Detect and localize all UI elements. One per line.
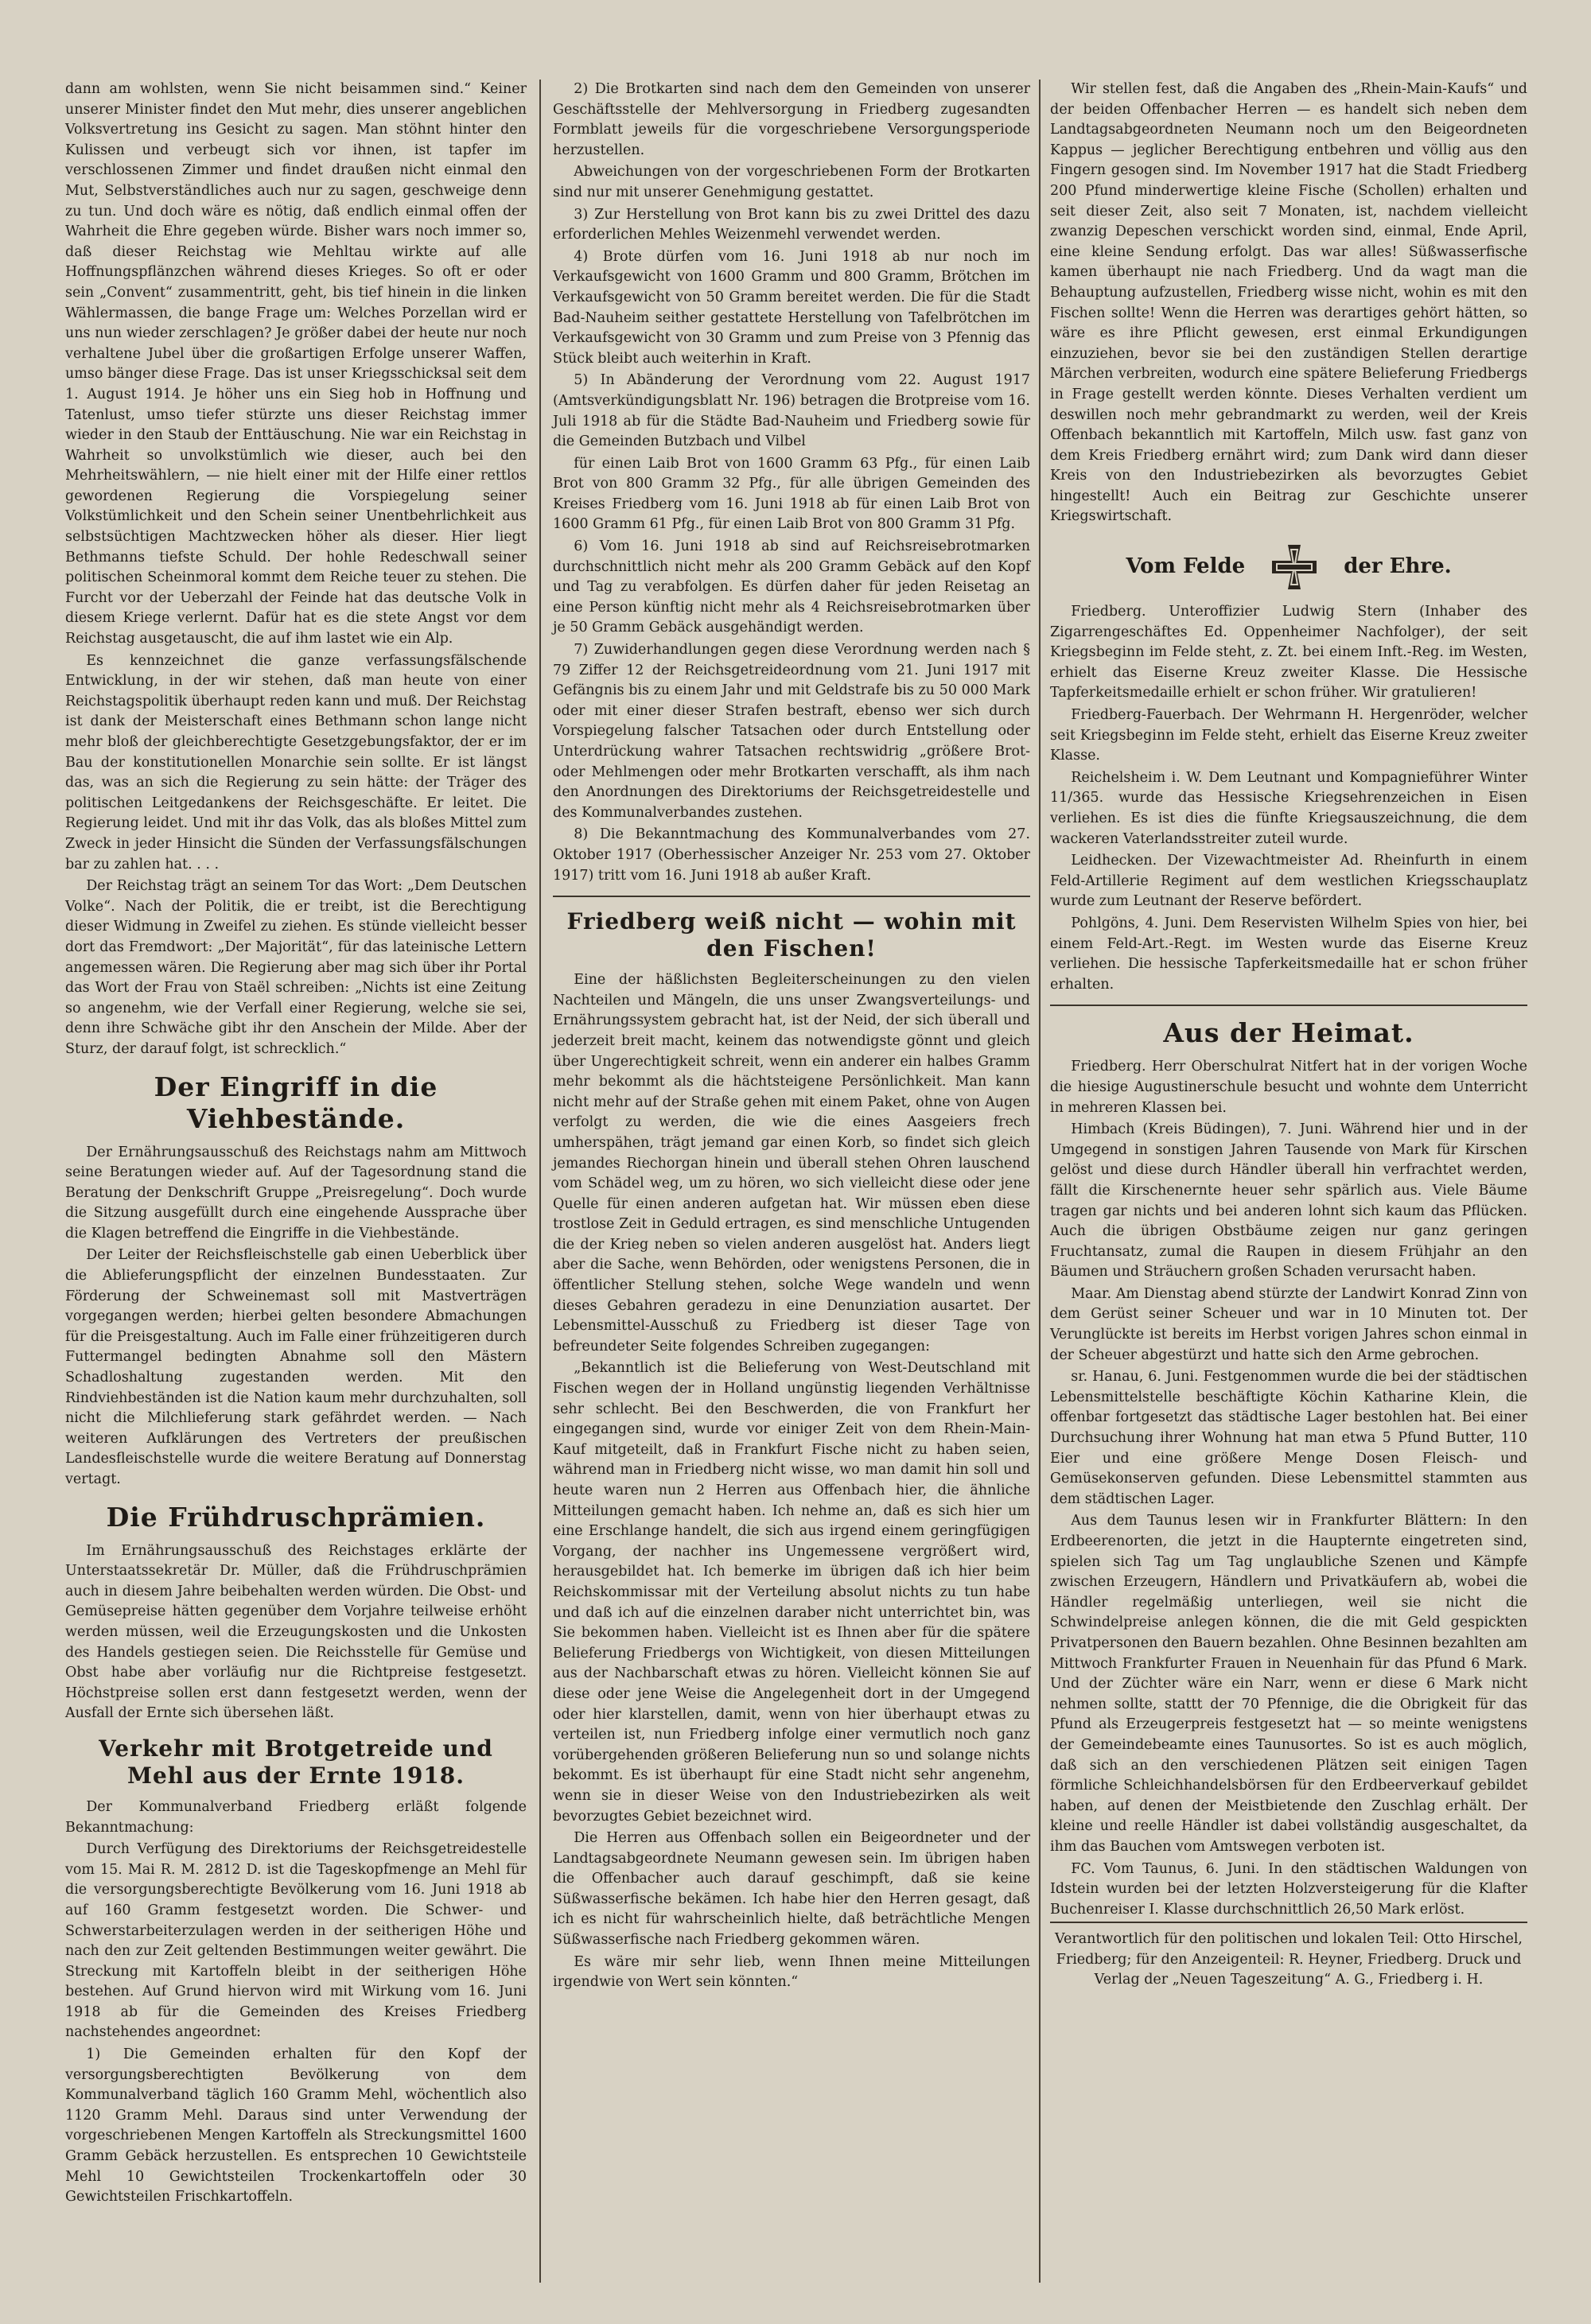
article-paragraph: Friedberg. Unteroffizier Ludwig Stern (Inhaber des Zigarrengeschäftes Ed. Oppenheimer Nachfolger), der seit Kriegsbeginn im Felde steht, z. Zt. bei einem Inft.-Reg. im Westen, erhielt das Eiserne Kreuz zweiter Klasse. Die Hessische Tapferkeitsmedaille erhielt er schon früher. Wir gratulieren!: [1050, 604, 1527, 701]
heading-left: Vom Felde: [1126, 554, 1246, 579]
article-paragraph: Aus dem Taunus lesen wir in Frankfurter Blättern: In den Erdbeerenorten, die jetzt in die Haupternte eingetreten sind, spielen sich Tag um Tag unglaubliche Szenen und Kämpfe zwischen Erzeugern, Händlern und Privatkäufern ab, wobei die Händler regelmäßig unterliegen, weil sie nicht die Schwindelpreise anlegen können, die die mit Geld gespickten Privatpersonen den Bauern bezahlen. Ohne Besinnen bezahlten am Mittwoch Frankfurter Frauen in Neuenhain für das Pfund 6 Mark. Und der Züchter wäre ein Narr, wenn er diese 6 Mark nicht nehmen sollte, stattt der 70 Pfennige, die die Obrigkeit für das Pfund als Erzeugerpreis festgesetzt hat — so meinte wenigstens der Gemeindebeamte eines Taunusortes. So ist es auch möglich, daß sich an den verschiedenen Plätzen seit einigen Tagen förmliche Schleichhandelsbörsen für den Erdbeerverkauf gebildet haben, auf denen der Meistbietende den Zuschlag erhält. Der kleine und reelle Händler ist dabei vollständig ausgeschaltet, da ihm das Bauchen vom Amtswegen verboten ist.: [1050, 1513, 1527, 1855]
article-paragraph: 8) Die Bekanntmachung des Kommunalverbandes vom 27. Oktober 1917 (Oberhessischer Anzeiger Nr. 253 vom 27. Oktober 1917) tritt vom 16. Juni 1918 ab außer Kraft.: [553, 826, 1030, 884]
column-1: [65, 80, 527, 2209]
imprint: Verantwortlich für den politischen und lokalen Teil: Otto Hirschel, Friedberg; für den Anzeigenteil: R. Heyner, Friedberg. Druck und Verlag der „Neuen Tageszeitung“ A. G., Friedberg i. H.: [1050, 1922, 1527, 1991]
article-paragraph: 3) Zur Herstellung von Brot kann bis zu zwei Drittel des dazu erforderlichen Mehles Weizenmehl verwendet werden.: [553, 206, 1030, 243]
article-paragraph: 6) Vom 16. Juni 1918 ab sind auf Reichsreisebrotmarken durchschnittlich nicht mehr als 200 Gramm Gebäck auf den Kopf und Tag zu verabfolgen. Es dürfen daher für jeden Reisetag an eine Person künftig nicht mehr als 4 Reichsreisebrotmarken über je 50 Gramm Gebäck ausgehändigt werden.: [553, 538, 1030, 636]
headline-viehbestaende: Der Eingriff in die Viehbestände.: [154, 1071, 438, 1134]
column-2: [553, 80, 1030, 1995]
headline-aus-der-heimat: Aus der Heimat.: [1163, 1017, 1414, 1049]
article-paragraph: 5) In Abänderung der Verordnung vom 22. August 1917 (Amtsverkündigungsblatt Nr. 196) betragen die Brotpreise vom 16. Juli 1918 ab für die Städte Bad-Nauheim und Friedberg sowie für die Gemeinden Butzbach und Vilbel: [553, 372, 1030, 450]
article-paragraph: dann am wohlsten, wenn Sie nicht beisammen sind.“ Keiner unserer Minister findet den Mut mehr, dies unserer angeblichen Volksvertretung ins Gesicht zu sagen. Man stöhnt hinter den Kulissen und verbeugt sich vor ihnen, ist tapfer im verschlossenen Zimmer und findet draußen nicht einmal den Mut, Selbstverständliches auch nur zu sagen, geschweige denn zu tun. Und doch wäre es nötig, daß endlich einmal offen der Wahrheit die Ehre gegeben würde. Bisher wars noch immer so, daß dieser Reichstag wie Mehltau wirkte auf alle Hoffnungspflänzchen während dieses Krieges. So oft er oder sein „Convent“ zusammentritt, geht, bis tief hinein in die linken Wählermassen, die bange Frage um: Welches Porzellan wird er uns nun wieder zerschlagen? Je größer dabei der heute nur noch verhaltene Jubel über die großartigen Erfolge unserer Waffen, umso bänger diese Frage. Das ist unser Kriegsschicksal seit dem 1. August 1914. Je höher uns ein Sieg hob in Hoffnung und Tatenlust, umso tiefer stürzte uns dieser Reichstag immer wieder in den Staub der Enttäuschung. Nie war ein Reichstag in Wahrheit so unvolkstümlich wie dieser, auch bei den Mehrheitswählern, — nie hielt einer mit der Hilfe einer rettlos gewordenen Regierung die Vorspiegelung seiner Volkstümlichkeit und den Schein seiner Unentbehrlichkeit aus selbstsüchtigen Machtzwecken höher als dieser. Hier liegt Bethmanns tiefste Schuld. Der hohle Redeschwall seiner politischen Scheinmoral kommt dem Reiche teuer zu stehen. Die Furcht vor der Ueberzahl der Feinde hat das deutsche Volk in diesem Kriege verlernt. Dafür hat es die stete Angst vor dem Reichstag ausgetauscht, die auf ihm lastet wie ein Alp.: [65, 81, 527, 647]
iron-cross-icon: [1269, 542, 1320, 593]
headline-fische: Friedberg weiß nicht — wohin mit den Fischen!: [566, 908, 1017, 962]
divider: [553, 896, 1030, 897]
price-list: für einen Laib Brot von 1600 Gramm 63 Pfg., für einen Laib Brot von 800 Gramm 32 Pfg., für alle übrigen Gemeinden des Kreises Friedberg vom 16. Juni 1918 ab für einen Laib Brot von 1600 Gramm 61 Pfg., für einen Laib Brot von 800 Gramm 31 Pfg.: [553, 455, 1030, 533]
article-paragraph: 1) Die Gemeinden erhalten für den Kopf der versorgungsberechtigten Bevölkerung von dem Kommunalverband täglich 160 Gramm Mehl, wöchentlich also 1120 Gramm Mehl. Daraus sind unter Verwendung der vorgeschriebenen Mengen Kartoffeln als Streckungsmittel 1600 Gramm Gebäck herzustellen. Es entsprechen 10 Gewichtsteile Mehl 10 Gewichtsteilen Trockenkartoffeln oder 30 Gewichtsteilen Frischkartoffeln.: [65, 2046, 527, 2205]
article-paragraph: Leidhecken. Der Vizewachtmeister Ad. Rheinfurth in einem Feld-Artillerie Regiment auf dem westlichen Kriegsschauplatz wurde zum Leutnant der Reserve befördert.: [1050, 853, 1527, 910]
article-paragraph: Die Herren aus Offenbach sollen ein Beigeordneter und der Landtagsabgeordnete Neumann gewesen sein. Im übrigen haben die Offenbacher auch darauf geschimpft, daß sie keine Süßwasserfische bekämen. Ich habe hier den Herren gesagt, daß ich es nicht für wahrscheinlich hielte, daß beträchtliche Mengen Süßwasserfische nach Friedberg gekommen wären.: [553, 1830, 1030, 1949]
headline-fruehdruschpraemien: Die Frühdruschprämien.: [106, 1501, 486, 1533]
article-paragraph: Eine der häßlichsten Begleiterscheinungen zu den vielen Nachteilen und Mängeln, die uns unser Zwangsverteilungs- und Ernährungssystem gebracht hat, ist der Neid, der sich überall und jederzeit breit macht, keinem das notwendigste gönnt und gleich über Ungerechtigkeit schreit, wenn ein anderer ein halbes Gramm mehr bekommt als die hächtsteigene Persönlichkeit. Man kann nicht mehr auf der Straße gehen mit einem Paket, ohne von Augen verfolgt zu werden, die wie die eines Aasgeiers frech umherspähen, trägt jemand gar einen Korb, so findet sich gleich jemandes Riechorgan hinein und überall stehen Ohren lauschend vom Schädel weg, um zu hören, wo sich vielleicht diese oder jene Quelle für einen anderen aufgetan hat. Wir müssen eben diese trostlose Zeit in Geduld ertragen, es sind menschliche Untugenden die der Krieg neben so vielen anderen ausgelöst hat. Anders liegt aber die Sache, wenn Behörden, oder wenigstens Personen, die in öffentlicher Stellung stehen, solche Wege wandeln und wenn dieses Gebahren geradezu in eine Denunziation ausartet. Der Lebensmittel-Ausschuß zu Friedberg ist dieser Tage von befreundeter Seite folgendes Schreiben zugegangen:: [553, 972, 1030, 1354]
column-rule: [539, 80, 541, 2283]
column-3: [1050, 80, 1527, 1992]
article-paragraph: Es wäre mir sehr lieb, wenn Ihnen meine Mitteilungen irgendwie von Wert sein könnten.“: [553, 1953, 1030, 1991]
article-paragraph: Wir stellen fest, daß die Angaben des „Rhein-Main-Kaufs“ und der beiden Offenbacher Herren — es handelt sich neben dem Landtagsabgeordneten Neumann noch um den Beigeordneten Kappus — jeglicher Berechtigung entbehren und völlig aus den Fingern gesogen sind. Im November 1917 hat die Stadt Friedberg 200 Pfund minderwertige kleine Fische (Schollen) erhalten und seit dieser Zeit, also seit 7 Monaten, ist, nachdem vielleicht zwanzig Depeschen verschickt worden sind, einmal, Ende April, eine kleine Sendung erfolgt. Das war alles! Süßwasserfische kamen überhaupt nie nach Friedberg. Und da wagt man die Behauptung aufzustellen, Friedberg wisse nicht, wohin es mit den Fischen sollte! Wenn die Herren was derartiges gehört hätten, so wäre es ihre Pflicht gewesen, erst einmal Erkundigungen einzuziehen, bevor sie bei den zuständigen Stellen derartige Märchen verbreiten, wodurch eine spätere Belieferung Friedbergs in Frage gestellt werden könnte. Dieses Verhalten verdient um deswillen noch mehr gebrandmarkt zu werden, weil der Kreis Offenbach bekanntlich mit Kartoffeln, Milch usw. fast ganz von dem Kreis Friedberg ernährt wird; zum Dank wird dann dieser Kreis von den Industriebezirken als bevorzugtes Gebiet hingestellt! Auch ein Beitrag zur Geschichte unserer Kriegswirtschaft.: [1050, 81, 1527, 525]
headline-brotgetreide: Verkehr mit Brotgetreide und Mehl aus der Ernte 1918.: [99, 1735, 493, 1789]
article-paragraph: „Bekanntlich ist die Belieferung von West-Deutschland mit Fischen wegen der in Holland ungünstig liegenden Verhältnisse sehr schlecht. Bei den Beschwerden, die von Frankfurt her eingegangen sind, wurde vor einiger Zeit von dem Rhein-Main-Kauf mitgeteilt, daß in Frankfurt Fische nicht zu haben seien, während man in Friedberg nicht wisse, wo man damit hin soll und heute waren nun 2 Herren aus Offenbach hier, die ähnliche Mitteilungen gemacht haben. Ich nehme an, daß es sich hier um eine Erschlange handelt, die sich aus irgend einem geringfügigen Vorgang, der nachher ins Ungemessene vergrößert wird, herausgebildet hat. Ich bemerke im übrigen daß ich hier beim Reichskommissar mit der Verteilung absolut nichts zu tun habe und daß ich auf die einzelnen daraber nicht unterrichtet bin, was Sie bekommen haben. Vielleicht ist es Ihnen aber für die spätere Belieferung Friedbergs von Wichtigkeit, von diesen Mitteilungen aus der Nachbarschaft etwas zu hören. Vielleicht können Sie auf diese oder jene Weise die Angelegenheit dort in der Umgegend oder hier klarstellen, damit, wenn von hier überhaupt etwas zu verteilen ist, nun Friedberg infolge einer vermutlich noch ganz vorübergehenden größeren Belieferung nun so und solange nichts bekommt. Es ist überhaupt für eine Stadt nicht sehr angenehm, wenn sie in dieser Weise von den Industriebezirken als weit bevorzugtes Gebiet bezeichnet wird.: [553, 1360, 1030, 1825]
article-paragraph: Abweichungen von der vorgeschriebenen Form der Brotkarten sind nur mit unserer Genehmigung gestattet.: [553, 164, 1030, 200]
article-paragraph: Durch Verfügung des Direktoriums der Reichsgetreidestelle vom 15. Mai R. M. 2812 D. ist die Tageskopfmenge an Mehl für die versorgungsberechtigte Bevölkerung vom 16. Juni 1918 ab auf 160 Gramm festgesetzt worden. Die Schwer- und Schwerstarbeiterzulagen werden in der seitherigen Höhe und nach den zur Zeit geltenden Bestimmungen weiter gewährt. Die Streckung mit Kartoffeln bleibt in der seitherigen Höhe bestehen. Auf Grund hiervon wird mit Wirkung vom 16. Juni 1918 ab für die Gemeinden des Kreises Friedberg nachstehendes angeordnet:: [65, 1841, 527, 2041]
article-paragraph: Es kennzeichnet die ganze verfassungsfälschende Entwicklung, in der wir stehen, daß man heute von einer Reichstagspolitik überhaupt reden kann und muß. Der Reichstag ist dank der Meisterschaft eines Bethmann schon lange nicht mehr bloß der gleichberechtigte Gesetzgebungsfaktor, der er im Bau der konstitutionellen Monarchie sein sollte. Er ist längst das, was an sich die Regierung zu sein hätte: der Träger des politischen Leitgedankens der Reichsgeschäfte. Er leitet. Die Regierung leidet. Und mit ihr das Volk, das als bloßes Mittel zum Zweck in jeder Hinsicht die Sünden der Verfassungsfälschungen bar zu zahlen hat. . . .: [65, 652, 527, 872]
article-paragraph: 2) Die Brotkarten sind nach dem den Gemeinden von unserer Geschäftsstelle der Mehlversorgung in Friedberg zugesandten Formblatt jeweils für die vorgeschriebene Versorgungsperiode herzustellen.: [553, 81, 1030, 158]
section-heading-felde-der-ehre: [1050, 542, 1527, 593]
article-paragraph: Der Kommunalverband Friedberg erläßt folgende Bekanntmachung:: [65, 1798, 527, 1836]
article-paragraph: Friedberg. Herr Oberschulrat Nitfert hat in der vorigen Woche die hiesige Augustinerschule besucht und wohnte dem Unterricht in mehreren Klassen bei.: [1050, 1059, 1527, 1116]
article-paragraph: Himbach (Kreis Büdingen), 7. Juni. Während hier und in der Umgegend in sonstigen Jahren Tausende von Mark für Kirschen gelöst und diese durch Händler überall hin verfrachtet werden, fällt die Kirschenernte heuer sehr spärlich aus. Viele Bäume tragen gar nichts und bei anderen lohnt sich kaum das Pflücken. Auch die übrigen Obstbäume zeigen nur ganz geringen Fruchtansatz, zumal die Raupen in diesem Frühjahr an den Bäumen und Sträuchern großen Schaden verursacht haben.: [1050, 1121, 1527, 1281]
article-paragraph: Maar. Am Dienstag abend stürzte der Landwirt Konrad Zinn von dem Gerüst seiner Scheuer und war in 10 Minuten tot. Der Verunglückte ist bereits im Herbst vorigen Jahres schon einmal in der Scheuer abgestürzt und hatte sich den Arme gebrochen.: [1050, 1285, 1527, 1363]
article-paragraph: Friedberg-Fauerbach. Der Wehrmann H. Hergenröder, welcher seit Kriegsbeginn im Felde steht, erhielt das Eiserne Kreuz zweiter Klasse.: [1050, 707, 1527, 764]
article-paragraph: 7) Zuwiderhandlungen gegen diese Verordnung werden nach § 79 Ziffer 12 der Reichsgetreideordnung vom 21. Juni 1917 mit Gefängnis bis zu einem Jahr und mit Geldstrafe bis zu 50 000 Mark oder mit einer dieser Strafen bestraft, ebenso wer sich durch Vorspiegelung falscher Tatsachen oder durch Entstellung oder Unterdrückung wahrer Tatsachen rechtswidrig „größere Brot- oder Mehlmengen oder mehr Brotkarten verschafft, als ihm nach den Anordnungen des Direktoriums der Reichsgetreidestelle und des Kommunalverbandes zustehen.: [553, 642, 1030, 821]
article-paragraph: FC. Vom Taunus, 6. Juni. In den städtischen Waldungen von Idstein wurden bei der letzten Holzversteigerung für die Klafter Buchenreiser I. Klasse durchschnittlich 26,50 Mark erlöst.: [1050, 1860, 1527, 1918]
column-rule: [1039, 80, 1041, 2283]
article-paragraph: Reichelsheim i. W. Dem Leutnant und Kompagnieführer Winter 11/365. wurde das Hessische Kriegsehrenzeichen in Eisen verliehen. Es ist dies die fünfte Kriegsauszeichnung, die dem wackeren Vaterlandsstreiter zuteil wurde.: [1050, 769, 1527, 847]
article-paragraph: Der Ernährungsausschuß des Reichstags nahm am Mittwoch seine Beratungen wieder auf. Auf der Tagesordnung stand die Beratung der Denkschrift Gruppe „Preisregelung“. Doch wurde die Sitzung ausgefüllt durch eine eingehende Aussprache über die Klagen betreffend die Eingriffe in die Viehbestände.: [65, 1144, 527, 1242]
heading-right: der Ehre.: [1344, 554, 1452, 579]
divider: [1050, 1005, 1527, 1006]
article-paragraph: Pohlgöns, 4. Juni. Dem Reservisten Wilhelm Spies von hier, bei einem Feld-Art.-Regt. im Westen wurde das Eiserne Kreuz verliehen. Die hessische Tapferkeitsmedaille hat er schon früher erhalten.: [1050, 915, 1527, 993]
article-paragraph: sr. Hanau, 6. Juni. Festgenommen wurde die bei der städtischen Lebensmittelstelle beschäftigte Köchin Katharine Klein, die offenbar fortgesetzt das städtische Lager bestohlen hat. Bei einer Durchsuchung ihrer Wohnung hat man etwa 5 Pfund Butter, 110 Eier und eine größere Menge Dosen Fleisch- und Gemüsekonserven gefunden. Diese Lebensmittel stammten aus dem städtischen Lager.: [1050, 1369, 1527, 1507]
article-paragraph: Im Ernährungsausschuß des Reichstages erklärte der Unterstaatssekretär Dr. Müller, daß die Frühdruschprämien auch in diesem Jahre beibehalten werden würden. Die Obst- und Gemüsepreise hätten gegenüber dem Vorjahre teilweise erhöht werden müssen, weil die Erzeugungskosten und die Unkosten des Handels gestiegen seien. Die Reichsstelle für Gemüse und Obst habe aber vorläufig nur die Richtpreise festgesetzt. Höchstpreise sollen erst dann festgesetzt werden, wenn der Ausfall der Ernte sich übersehen läßt.: [65, 1542, 527, 1722]
article-paragraph: Der Reichstag trägt an seinem Tor das Wort: „Dem Deutschen Volke“. Nach der Politik, die er treibt, ist die Berechtigung dieser Widmung in Zweifel zu ziehen. Es stünde vielleicht besser dort das Fremdwort: „Der Majorität“, für das lateinische Lettern angemessen wären. Die Regierung aber mag sich über ihr Portal das Wort der Frau von Staël schreiben: „Nichts ist eine Zeitung so angenehm, wie der Verfall einer Regierung, welche sie sei, denn ihre Schwäche gibt ihr den Anschein der Milde. Aber der Sturz, der darauf folgt, ist schrecklich.“: [65, 878, 527, 1057]
article-paragraph: Der Leiter der Reichsfleischstelle gab einen Ueberblick über die Ablieferungspflicht der einzelnen Bundesstaaten. Zur Förderung der Schweinemast soll mit Mastverträgen vorgegangen werden; hierbei gelten besondere Abmachungen für die Preisgestaltung. Auch im Falle einer frühzeitigeren durch Futtermangel bedingten Abnahme soll den Mästern Schadloshaltung zugestanden werden. Mit den Rindviehbeständen ist die Nation kaum mehr durchzuhalten, soll nicht die Milchlieferung stark gefährdet werden. — Nach weiteren Aufklärungen des Vertreters der preußischen Landesfleischstelle wurde die weitere Beratung auf Donnerstag vertagt.: [65, 1247, 527, 1487]
article-paragraph: 4) Brote dürfen vom 16. Juni 1918 ab nur noch im Verkaufsgewicht von 1600 Gramm und 800 Gramm, Brötchen im Verkaufsgewicht von 50 Gramm bereitet werden. Die für die Stadt Bad-Nauheim seither gestattete Herstellung von Tafelbrötchen im Verkaufsgewicht von 30 Gramm und zum Preise von 3 Pfennig das Stück bleibt auch weiterhin in Kraft.: [553, 248, 1030, 367]
